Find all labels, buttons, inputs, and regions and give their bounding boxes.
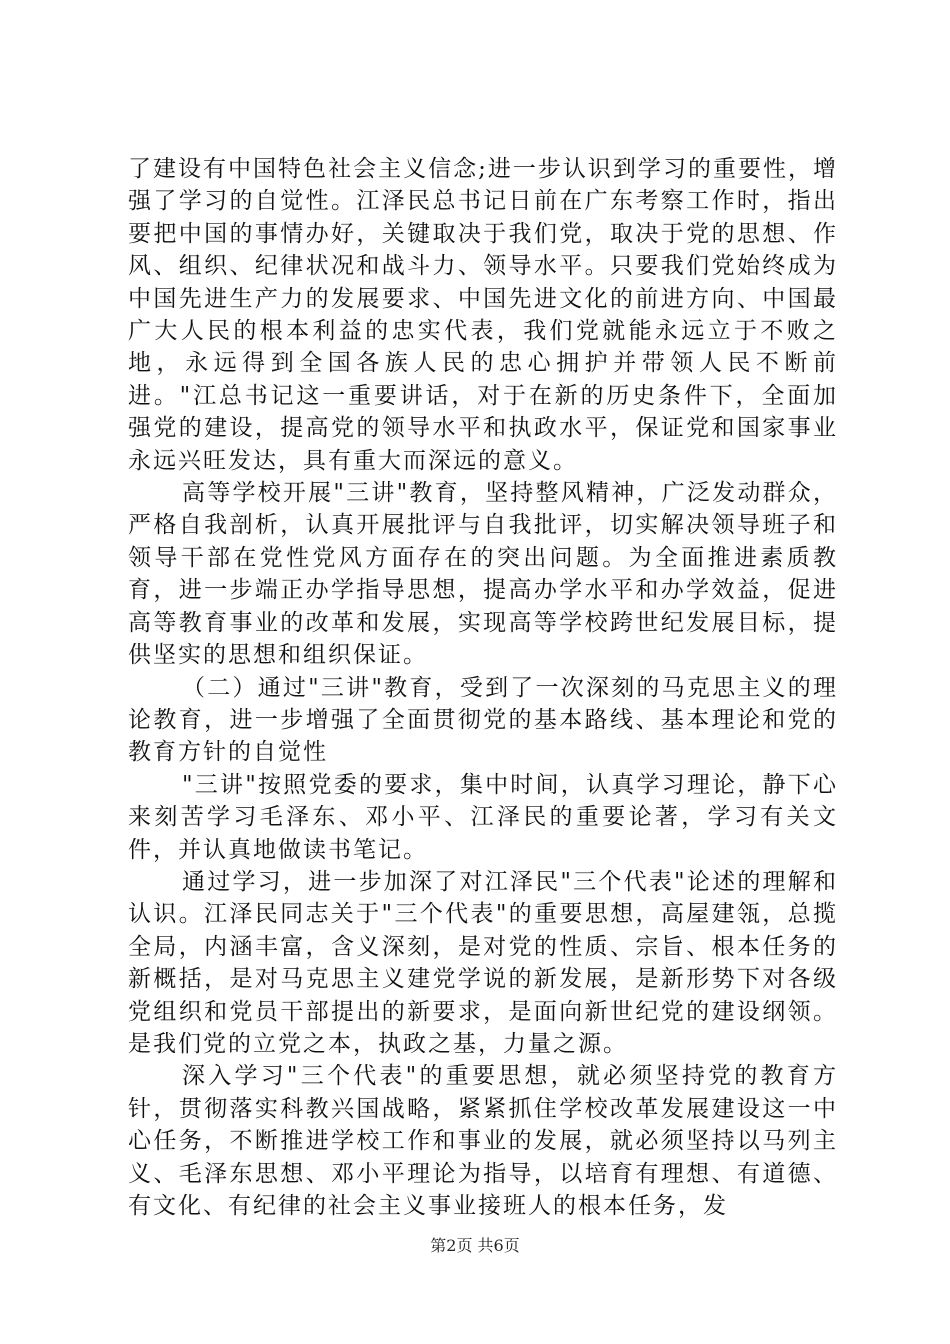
page-number-footer: 第2页 共6页 [430, 1236, 520, 1255]
paragraph-5: 通过学习，进一步加深了对江泽民"三个代表"论述的理解和认识。江泽民同志关于"三个代表"的重要思想，高屋建瓴，总揽全局，内涵丰富，含义深刻，是对党的性质、宗旨、根本任务的新概括，是对马克思主义建党学说的新发展，是新形势下对各级党组织和党员干部提出的新要求，是面向新世纪党的建设纲领。是我们党的立党之本，执政之基，力量之源。 [128, 868, 838, 1057]
paragraph-6: 深入学习"三个代表"的重要思想，就必须坚持党的教育方针，贯彻落实科教兴国战略，紧紧抓住学校改革发展建设这一中心任务，不断推进学校工作和事业的发展，就必须坚持以马列主义、毛泽东思想、邓小平理论为指导，以培育有理想、有道德、有文化、有纪律的社会主义事业接班人的根本任务，发 [128, 1063, 838, 1219]
document-body [128, 153, 838, 1222]
paragraph-2: 高等学校开展"三讲"教育，坚持整风精神，广泛发动群众，严格自我剖析，认真开展批评与自我批评，切实解决领导班子和领导干部在党性党风方面存在的突出问题。为全面推进素质教育，进一步端正办学指导思想，提高办学水平和办学效益，促进高等教育事业的改革和发展，实现高等学校跨世纪发展目标，提供坚实的思想和组织保证。 [128, 480, 838, 669]
paragraph-1: 了建设有中国特色社会主义信念;进一步认识到学习的重要性，增强了学习的自觉性。江泽民总书记日前在广东考察工作时，指出要把中国的事情办好，关键取决于我们党，取决于党的思想、作风、组织、纪律状况和战斗力、领导水平。只要我们党始终成为中国先进生产力的发展要求、中国先进文化的前进方向、中国最广大人民的根本利益的忠实代表，我们党就能永远立于不败之地，永远得到全国各族人民的忠心拥护并带领人民不断前进。"江总书记这一重要讲话，对于在新的历史条件下，全面加强党的建设，提高党的领导水平和执政水平，保证党和国家事业永远兴旺发达，具有重大而深远的意义。 [128, 156, 838, 474]
paragraph-3-heading: （二）通过"三讲"教育，受到了一次深刻的马克思主义的理论教育，进一步增强了全面贯彻党的基本路线、基本理论和党的教育方针的自觉性 [128, 674, 838, 766]
paragraph-4: "三讲"按照党委的要求，集中时间，认真学习理论，静下心来刻苦学习毛泽东、邓小平、江泽民的重要论著，学习有关文件，并认真地做读书笔记。 [128, 771, 838, 863]
